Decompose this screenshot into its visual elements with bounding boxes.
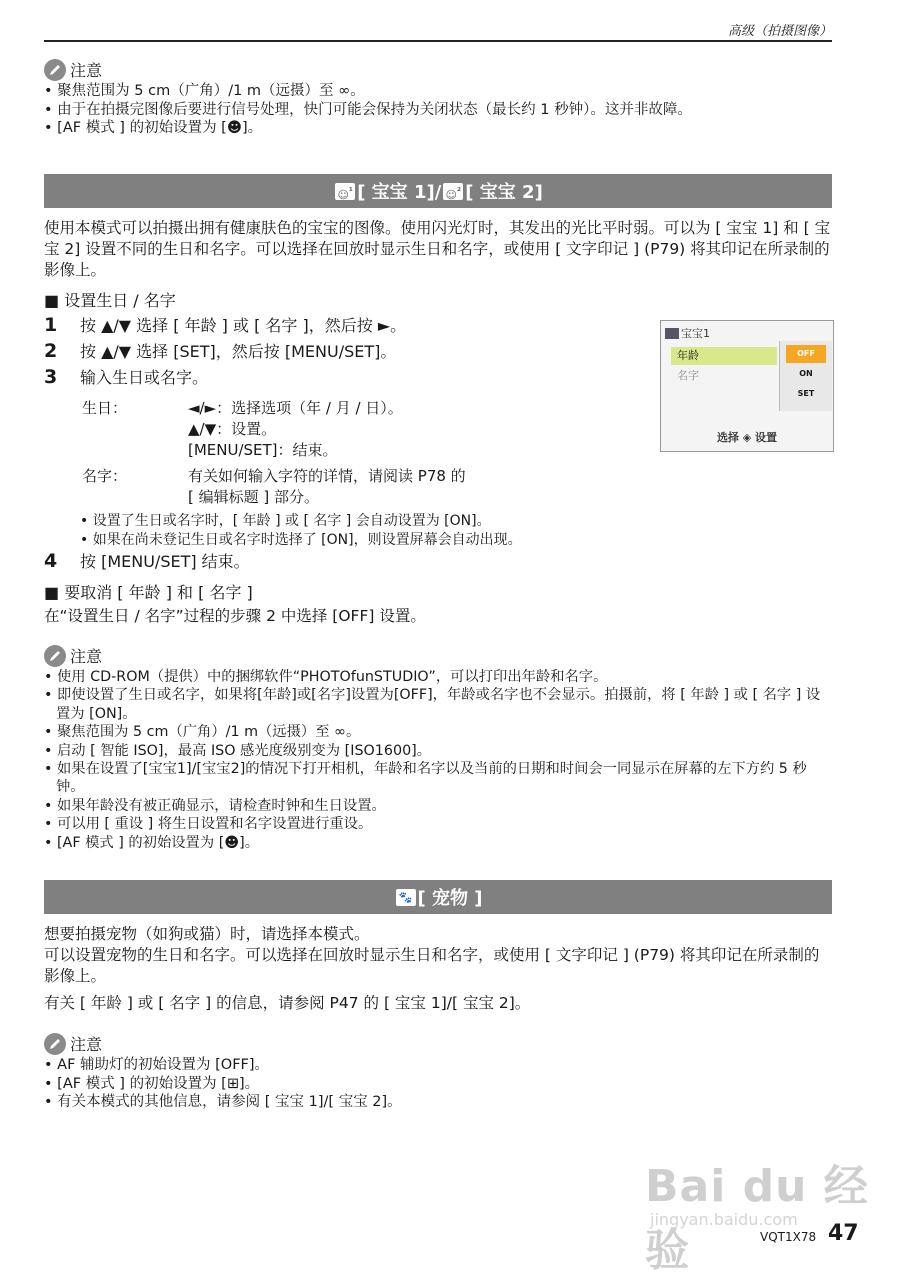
note-item: • 由于在拍摄完图像后要进行信号处理，快门可能会保持为关闭状态（最长约 1 秒钟）。这并非故障。 <box>44 101 832 120</box>
step-note: • 设置了生日或名字时，[ 年龄 ] 或 [ 名字 ] 会自动设置为 [ON]。 <box>80 512 820 531</box>
section-title-text: [ 宠物 ] <box>417 888 483 909</box>
baby-icon-index: ¹ <box>348 185 353 197</box>
note-list <box>44 82 832 138</box>
page-number: 47 <box>828 1221 859 1246</box>
name-instructions <box>188 466 466 508</box>
pet-mode-icon: 🐾 <box>396 889 416 906</box>
note-item: • [AF 模式 ] 的初始设置为 [☻]。 <box>44 119 832 138</box>
name-label: 名字： <box>82 467 128 485</box>
note-item: • AF 辅助灯的初始设置为 [OFF]。 <box>44 1056 832 1075</box>
pencil-note-icon <box>44 645 66 667</box>
camera-row-name: 名字 <box>677 369 699 382</box>
setup-heading: ■ 设置生日 / 名字 <box>44 291 176 310</box>
cancel-heading: ■ 要取消 [ 年龄 ] 和 [ 名字 ] <box>44 583 253 602</box>
camera-option: ON <box>799 369 813 378</box>
note-item: • 聚焦范围为 5 cm（广角）/1 m（远摄）至 ∞。 <box>44 723 834 741</box>
step-3 <box>44 366 208 389</box>
pencil-note-icon <box>44 59 66 81</box>
note-item: • 聚焦范围为 5 cm（广角）/1 m（远摄）至 ∞。 <box>44 82 832 101</box>
birthday-instructions <box>188 398 403 461</box>
step-1 <box>44 314 406 337</box>
camera-bottom-hint: 选择 ◈ 设置 <box>716 431 778 444</box>
instruction-line: 有关如何输入字符的详情，请阅读 P78 的 <box>188 467 466 485</box>
note-heading-label: 注意 <box>70 647 103 666</box>
step-text: 按 [MENU/SET] 结束。 <box>80 552 250 571</box>
section-title-part-a: [ 宝宝 1]/ <box>357 182 442 203</box>
note-item: • 如果年龄没有被正确显示，请检查时钟和生日设置。 <box>44 797 834 815</box>
page-header-title: 高级（拍摄图像） <box>727 24 832 39</box>
step-note: • 如果在尚未登记生日或名字时选择了 [ON]，则设置屏幕会自动出现。 <box>80 531 820 550</box>
watermark-url: jingyan.baidu.com <box>650 1210 798 1229</box>
section-title-part-b: [ 宝宝 2] <box>465 182 543 203</box>
step-2 <box>44 340 396 363</box>
birthday-label: 生日： <box>82 399 128 417</box>
section-title-baby <box>44 174 832 208</box>
section-title-pet <box>44 880 832 914</box>
instruction-line: [MENU/SET]：结束。 <box>188 441 338 459</box>
step-number: 3 <box>44 366 58 388</box>
note-item: • 即使设置了生日或名字，如果将[年龄]或[名字]设置为[OFF]，年龄或名字也不会显示。拍摄前，将 [ 年龄 ] 或 [ 名字 ] 设置为 [ON]。 <box>44 686 834 723</box>
pencil-note-icon <box>44 1033 66 1055</box>
note-item: • [AF 模式 ] 的初始设置为 [⊞]。 <box>44 1075 832 1094</box>
step-number: 2 <box>44 340 58 362</box>
baby-mode-icon <box>665 328 679 339</box>
step-number: 4 <box>44 550 58 572</box>
note-list <box>44 1056 832 1112</box>
note-item: • 启动 [ 智能 ISO]，最高 ISO 感光度级别变为 [ISO1600]。 <box>44 742 834 760</box>
camera-title-text: 宝宝1 <box>681 327 710 340</box>
header-rule <box>44 40 832 42</box>
note-item: • 如果在设置了[宝宝1]/[宝宝2]的情况下打开相机，年龄和名字以及当前的日期和时间会一同显示在屏幕的左下方约 5 秒钟。 <box>44 760 834 797</box>
watermark-logo: Bai du 经验 <box>645 1161 869 1276</box>
camera-screen-title <box>665 325 710 341</box>
baby-mode-icon: ☺$^{^1}$ <box>335 183 355 200</box>
step-4 <box>44 550 250 573</box>
instruction-line: [ 编辑标题 ] 部分。 <box>188 488 320 506</box>
baby-mode-icon: ☺$^{^2}$ <box>443 183 463 200</box>
instruction-line: ◄/►：选择选项（年 / 月 / 日）。 <box>188 399 403 417</box>
section-intro: 使用本模式可以拍摄出拥有健康肤色的宝宝的图像。使用闪光灯时，其发出的光比平时弱。可以为 [ 宝宝 1] 和 [ 宝宝 2] 设置不同的生日和名字。可以选择在回放时显示生日和名字，或使用 [ 文字印记 ] (P79) 将其印记在所录制的影像上。 <box>44 219 831 279</box>
note-item: • [AF 模式 ] 的初始设置为 [☻]。 <box>44 834 834 852</box>
instruction-line: ▲/▼：设置。 <box>188 420 277 438</box>
pet-intro <box>44 924 834 1014</box>
camera-option: SET <box>797 389 815 398</box>
step-number: 1 <box>44 314 58 336</box>
camera-option-menu <box>779 341 832 411</box>
baby-icon-index: ² <box>457 185 462 197</box>
note-heading <box>44 58 102 81</box>
note-heading-label: 注意 <box>70 1035 103 1054</box>
note-item: • 使用 CD-ROM（提供）中的捆绑软件“PHOTOfunSTUDIO”，可以打印出年龄和名字。 <box>44 668 834 686</box>
note-list <box>44 668 834 852</box>
pet-intro-line: 有关 [ 年龄 ] 或 [ 名字 ] 的信息，请参阅 P47 的 [ 宝宝 1]/[ 宝宝 2]。 <box>44 994 531 1012</box>
cancel-text: 在“设置生日 / 名字”过程的步骤 2 中选择 [OFF] 设置。 <box>44 607 426 625</box>
note-heading-label: 注意 <box>70 61 103 80</box>
note-item: • 有关本模式的其他信息，请参阅 [ 宝宝 1]/[ 宝宝 2]。 <box>44 1093 832 1112</box>
document-code: VQT1X78 <box>760 1230 817 1244</box>
note-heading <box>44 1032 102 1055</box>
step-text: 按 ▲/▼ 选择 [ 年龄 ] 或 [ 名字 ]，然后按 ►。 <box>80 316 407 335</box>
camera-option: OFF <box>786 345 826 363</box>
camera-row-age: 年龄 <box>671 347 777 365</box>
pet-intro-line: 想要拍摄宠物（如狗或猫）时，请选择本模式。 <box>44 925 370 943</box>
camera-screen-image <box>660 320 834 452</box>
step-text: 输入生日或名字。 <box>80 368 209 387</box>
step-notes <box>80 512 820 549</box>
pet-intro-line: 可以设置宠物的生日和名字。可以选择在回放时显示生日和名字，或使用 [ 文字印记 ] (P79) 将其印记在所录制的影像上。 <box>44 946 820 985</box>
note-heading <box>44 644 102 667</box>
note-item: • 可以用 [ 重设 ] 将生日设置和名字设置进行重设。 <box>44 815 834 833</box>
step-text: 按 ▲/▼ 选择 [SET]，然后按 [MENU/SET]。 <box>80 342 397 361</box>
